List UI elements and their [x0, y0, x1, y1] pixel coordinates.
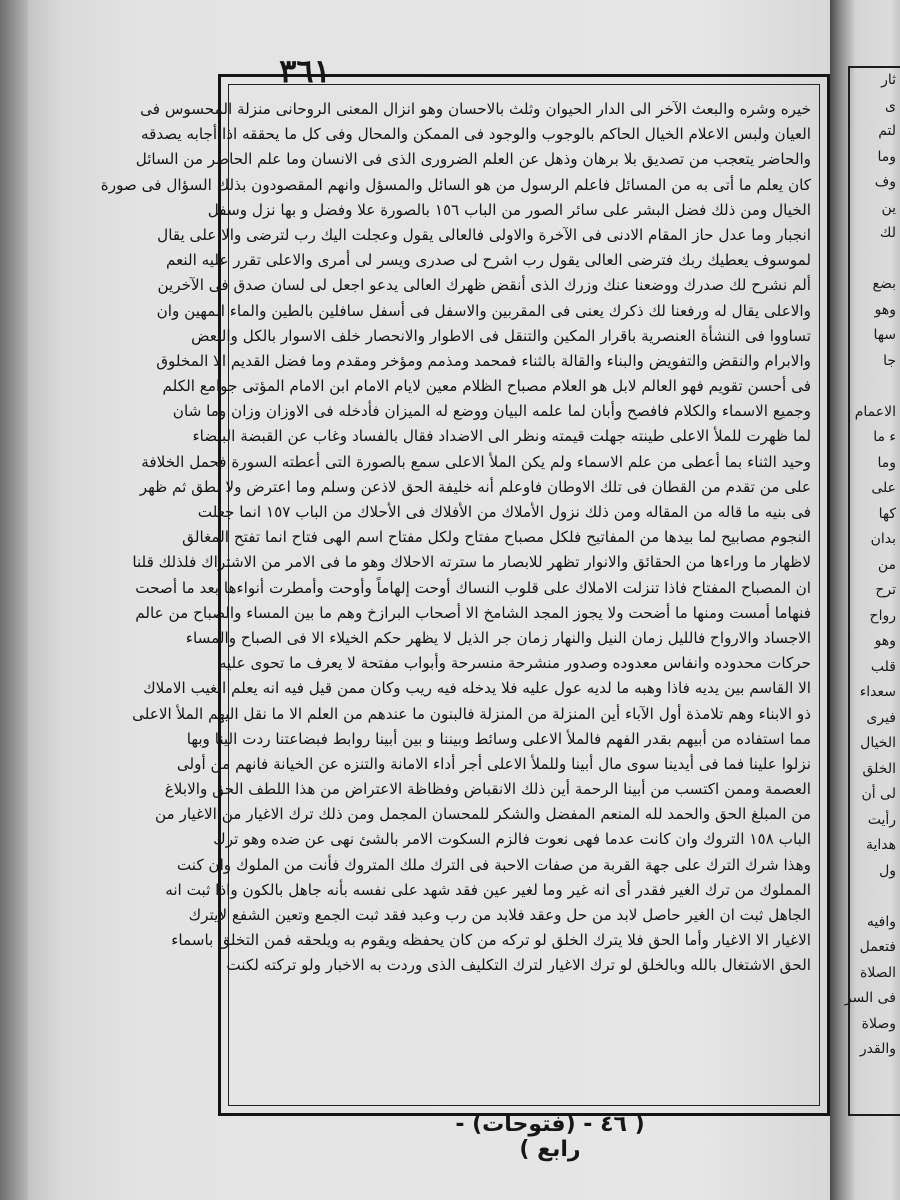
facing-page-line: رواح	[869, 607, 896, 624]
text-line: العصمة وممن اكتسب من أبينا الرحمة أين ذلك الانقباض وفظاظة الاعتراض من هذا اللطف الحق والابلاغ	[164, 780, 811, 799]
page-number: ٣٦١	[279, 52, 331, 90]
text-line: تساووا فى النشأة العنصرية باقرار المكين والتنقل فى الاطوار والانحصار خلف الاسوار بالكل والبعض	[191, 326, 811, 345]
facing-page-line	[850, 884, 900, 910]
facing-page-line: جا	[883, 352, 896, 369]
text-line: والاعلى يقال له ورفعنا لك ذكرك يعنى فى المقربين والاسفل فى أسفل سافلين بالطين والماء المهين وان	[156, 301, 811, 320]
page-footer-signature: ( ٤٦ - (فتوحات) - رابع )	[455, 1112, 645, 1162]
facing-page-line: لتم	[878, 123, 896, 139]
facing-page-line: بدان	[870, 531, 896, 547]
text-line: النجوم مصابيح لما بيدها من المفاتيح فلكل مصباح مفتاح ولكل مفتاح اسم الهى فتاح انما تفتح المغالق	[182, 528, 811, 547]
facing-page-line: لك	[879, 225, 896, 241]
text-line: الخيال ومن ذلك فضل البشر على سائر الصور من الباب ١٥٦ بالصورة علا وفضل و بها نزل وسفل	[207, 200, 811, 219]
facing-page-line: وما	[877, 148, 896, 165]
facing-page-line: ى	[885, 97, 896, 114]
text-line: فى بنيه ما قاله من المقاله ومن ذلك نزول الأملاك من الأفلاك فى الأحلاك من الباب ١٥٧ انما جعلت	[197, 503, 811, 521]
facing-page-line: قلب	[870, 658, 896, 675]
text-line: ألم نشرح لك صدرك ووضعنا عنك وزرك الذى أنقض ظهرك العالى يدعو اجعل لى لسان صدق فى الآخرين	[157, 276, 811, 295]
text-line: انجبار وما عدل حاز المقام الادنى فى الآخرة والاولى فالعالى يقول وعجلت اليك رب لترضى والا على يقال	[157, 225, 811, 244]
text-line: كان يعلم ما أتى به من المسائل فاعلم الرسول من هو السائل والمسؤل وانهم المقصودون بذلك السؤال فى صورة	[100, 175, 811, 194]
text-line: نزلوا علينا فما فى أيدينا سوى مال أبينا وللملأ الاعلى أجر أداء الامانة والتنزه عن الخيانة فانهم من أولى	[176, 754, 811, 773]
text-line: حركات محدوده وانفاس معدوده وصدور منشرحة منسرحة وأبواب مفتحة لا يعرف ما تحوى عليه	[218, 654, 811, 673]
facing-page-line: وهو	[874, 301, 896, 318]
gutter-shadow	[0, 0, 28, 1200]
facing-page-line: بضع	[872, 276, 896, 292]
text-line: لموسوف يعطيك ربك فترضى العالى يقول رب اشرح لى صدرى ويسر لى أمرى والاعلى تقرر عليه النعم	[165, 251, 811, 270]
text-line: ان المصباح المفتاح فاذا تنزلت الاملاك على قلوب النساك أوحت إلهاماً وأوحت وأمطرت أنواءها بعد ما أصحت	[135, 578, 811, 597]
facing-page-line: رأيت	[867, 811, 896, 828]
text-line: فنهاما أمست ومنها ما أضحت ولا يجوز المجد الشامخ الا أصحاب البرازخ وهم ما بين المساء والصباح من عالم	[135, 603, 811, 622]
facing-page-line: وما	[877, 454, 896, 471]
text-line: من المبلغ الحق والحمد لله المنعم المفضل والشكر للمحسان المجمل ومن ذلك ترك الاغيار من الاغيار من	[155, 805, 811, 824]
facing-page-text	[844, 66, 900, 1116]
facing-page-line: الصلاة	[860, 964, 896, 981]
facing-page-line: ين	[881, 199, 896, 216]
facing-page-line: كها	[878, 505, 896, 522]
facing-page-line	[850, 247, 900, 273]
facing-page-line: الخيال	[860, 735, 896, 751]
text-line: الباب ١٥٨ التروك وان كانت عدما فهى نعوت فالزم السكوت الامر بالشئ نهى عن ضده وهو ترك	[213, 830, 811, 849]
text-line: الجاهل ثبت ان الغير حاصل لابد من حل وعقد فلابد من رب وعبد فقد ثبت الجمع وتعين الشفع لايترك	[188, 906, 811, 924]
text-line: المملوك من ترك الغير فقدر أى انه غير وما لغير عين فقد شهد على نفسه بأنه جاهل بالكون واذا ثبت انه	[165, 880, 811, 899]
text-line: والحاضر يتعجب من تصديق بلا برهان وذهل عن العلم الضرورى الذى فى الانسان وما علم الحاضر من السائل	[135, 150, 811, 169]
text-line: الحق الاشتغال بالله وبالخلق لو ترك الاغيار لترك التكليف الذى وردت به الاخبار ولو تركته لكنت	[226, 956, 811, 975]
facing-page-line: وهو	[874, 633, 896, 649]
text-line: لاظهار ما وراءها من الحقائق والانوار تظهر للابصار ما سترته الاحلاك وهو ما فى الامر من الاشتراك فلذلك قلنا	[132, 553, 811, 572]
text-line: الاغيار الا الاغيار وأما الحق فلا يترك الخلق لو تركه من كان يحفظه ويقوم به ويلحقه فمن التخلق باسماء	[171, 931, 811, 950]
facing-page-line: هداية	[865, 837, 896, 853]
facing-page-line: فتعمل	[859, 939, 896, 955]
text-line: لما ظهرت للملأ الاعلى طينته جهلت قيمته ونظر الى الاضداد فقال بالفساد وغاب عن القبضة البيضاء	[192, 427, 811, 446]
main-text	[100, 97, 811, 1097]
text-line: العيان ولبس الاعلام الخيال الحاكم بالوجوب والوجود فى الممكن والمحال وفى كل ما يحققه اذا أجابه يصدقه	[140, 125, 811, 144]
facing-page-line: ترح	[875, 582, 896, 598]
facing-page-line: وصلاة	[861, 1015, 896, 1032]
text-line: على من تقدم من القطان فى تلك الاوطان فاوعلم أنه خليفة الحق لاذعن وسلم وما اعترض ولا نطق ثم ظهر	[139, 477, 811, 496]
facing-page-line: ثار	[881, 72, 896, 88]
facing-page-line: من	[877, 556, 896, 573]
facing-page-line: الخلق	[862, 760, 896, 777]
text-line: والابرام والنقض والتفويض والبناء والقالة بالثناء فمحمد ومذمم ومؤخر ومقدم وما فضل القديم الا المخلوق	[156, 351, 811, 370]
text-line: وحيد الثناء بما أعطى من علم الاسماء ولم يكن الملأ الاعلى سمع بالصورة التى أعطته السورة فحمل الخلافة	[141, 452, 811, 471]
text-frame	[100, 74, 830, 1116]
facing-page-line: ول	[879, 862, 896, 879]
text-line: وجميع الاسماء والكلام فافصح وأبان لما علمه البيان ووضع له الميزان فأدخله فى الاوزان وزان وما شان	[172, 402, 811, 421]
text-line: الا القاسم بين يديه فاذا وهبه ما لديه عول عليه فلا يدخله فيه ريب وكان ممن قيل فيه انه يعلم الغيب الاملاك	[143, 679, 811, 698]
facing-page-line: فيرى	[866, 709, 896, 726]
text-line: فى أحسن تقويم فهو العالم لابل هو العلام مصباح الظلام معين لايام الامام ابن الامام المؤتى جوامع الكلم	[162, 377, 811, 396]
facing-page-line: سها	[873, 327, 896, 343]
text-line: وهذا شرك الترك على جهة القربة من صفات الاحبة فى الترك ملك المتروك فأنت من الملوك وان كنت	[176, 855, 811, 874]
facing-page-line: وافيه	[866, 913, 896, 930]
text-line: الاجساد والارواح فالليل زمان النيل والنهار زمان جر الذيل لا يظهر حكم الخيلاء الا فى الصباح والمساء	[185, 628, 811, 647]
text-line: مما استفاده من أبيهم بقدر الفهم فالملأ الاعلى وسائط وبيننا و بين أبينا روابط فبضاعتنا ردت الينا وبها	[186, 729, 811, 748]
facing-page-line: ء ما	[873, 429, 896, 445]
facing-page-line: وف	[874, 174, 896, 190]
facing-page-line: فى السر	[844, 990, 896, 1006]
facing-page-line: سعداء	[859, 684, 896, 700]
facing-page-line: الاعمام	[854, 403, 896, 420]
text-line: ذو الابناء وهم تلامذة أول الآباء أين المنزلة من المنزلة فالبنون ما عندهم من العلم الا ما نقل اليهم الملأ الاعلى	[132, 704, 811, 723]
text-line: خيره وشره والبعث الآخر الى الدار الحيوان وثلث بالاحسان وهو انزال المعنى الروحانى منزلة المحسوس فى	[140, 100, 811, 118]
facing-page-line	[850, 374, 900, 400]
facing-page-line: والقدر	[859, 1041, 896, 1057]
facing-page-line: لى أن	[861, 786, 896, 802]
facing-page-line: على	[871, 480, 896, 496]
